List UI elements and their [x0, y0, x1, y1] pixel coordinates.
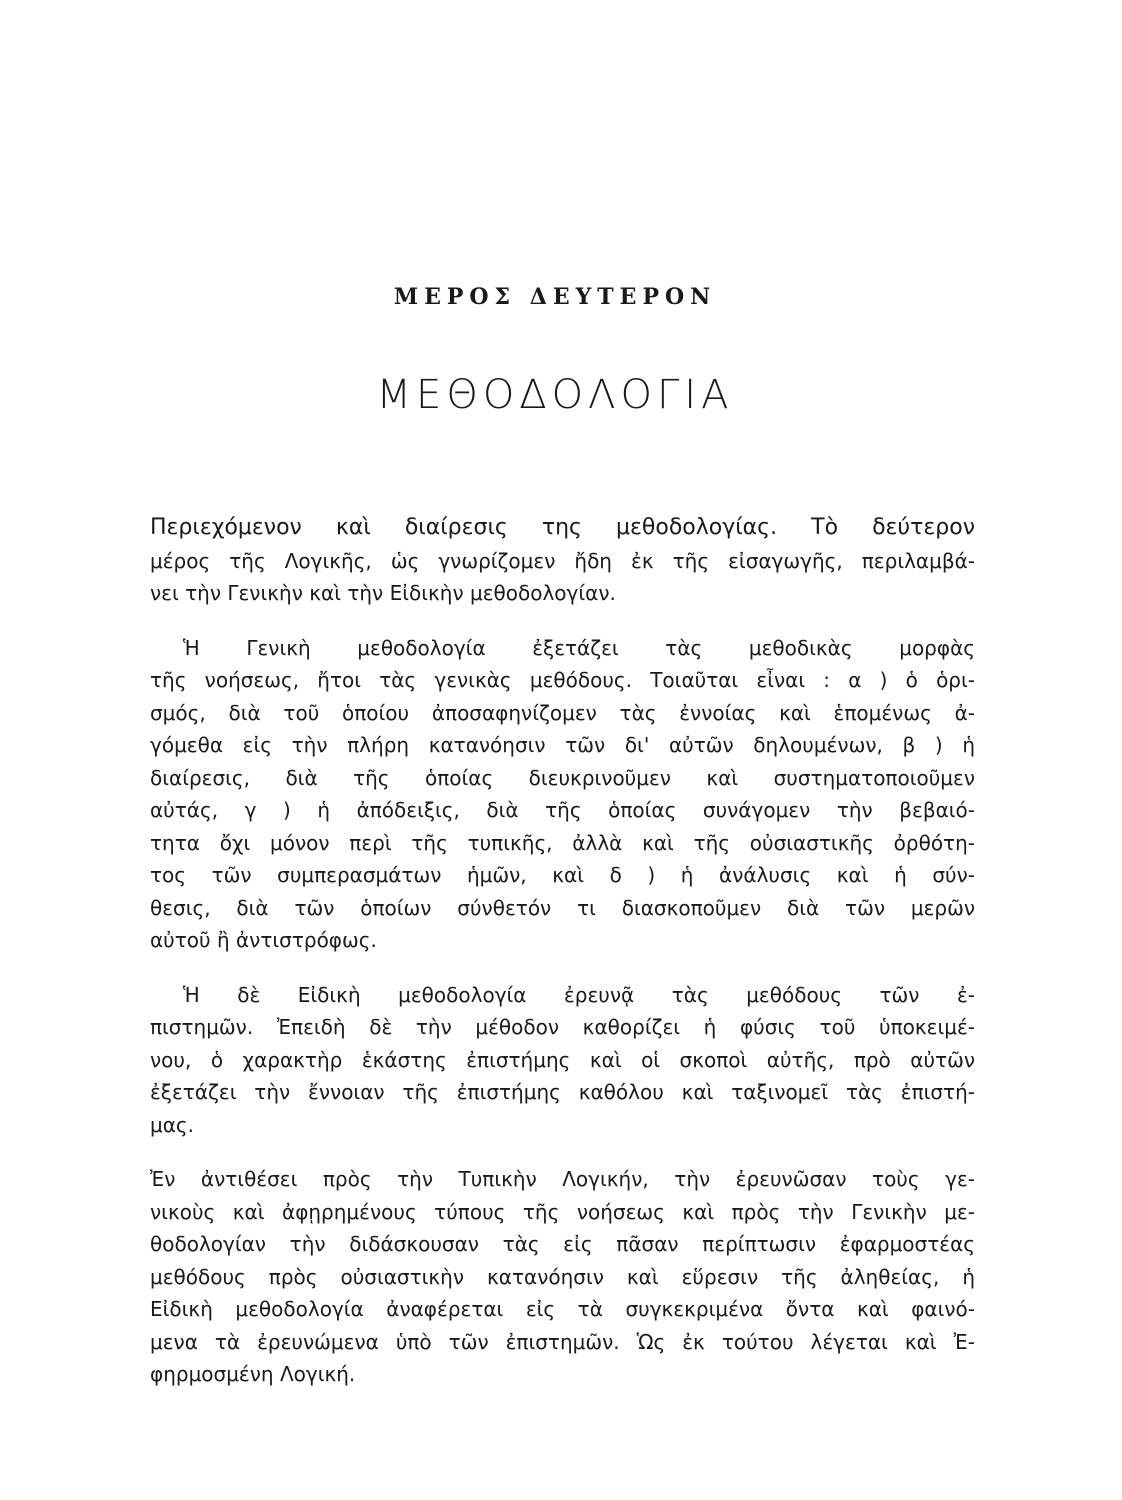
text-line: Ἐν ἀντιθέσει πρὸς τὴν Τυπικὴν Λογικήν, τὴν ἐρευνῶσαν τοὺς γε-: [150, 1167, 975, 1191]
text-line: μας.: [150, 1112, 195, 1137]
text-line: τος τῶν συμπερασμάτων ἡμῶν, καὶ δ ) ἡ ἀνάλυσις καὶ ἡ σύν-: [150, 863, 975, 887]
text-line: Εἰδικὴ μεθοδολογία ἀναφέρεται εἰς τὰ συγκεκριμένα ὄντα καὶ φαινό-: [150, 1297, 975, 1321]
text-line: φηρμοσμένη Λογική.: [150, 1362, 356, 1386]
paragraph: [150, 979, 975, 1142]
text-line: πιστημῶν. Ἐπειδὴ δὲ τὴν μέθοδον καθορίζει ἡ φύσις τοῦ ὑποκειμέ-: [150, 1015, 975, 1039]
part-heading: ΜΕΡΟΣ ΔΕΥΤΕΡΟΝ: [393, 284, 717, 310]
text-line: νικοὺς καὶ ἀφῃρημένους τύπους τῆς νοήσεως καὶ πρὸς τὴν Γενικὴν με-: [150, 1199, 975, 1224]
text-line: νει τὴν Γενικὴν καὶ τὴν Εἰδικὴν μεθοδολογίαν.: [150, 581, 616, 605]
text-line: ἐξετάζει τὴν ἔννοιαν τῆς ἐπιστήμης καθόλου καὶ ταξινομεῖ τὰς ἐπιστή-: [150, 1080, 975, 1104]
text-line: μεθόδους πρὸς οὐσιαστικὴν κατανόησιν καὶ εὕρεσιν τῆς ἀληθείας, ἡ: [150, 1264, 975, 1289]
page-title: ΜΕΘΟΔΟΛΟΓΙΑ: [376, 372, 734, 418]
text-line: μενα τὰ ἐρευνώμενα ὑπὸ τῶν ἐπιστημῶν. Ὡς ἐκ τούτου λέγεται καὶ Ἐ-: [150, 1329, 975, 1354]
text-line: τητα ὄχι μόνον περὶ τῆς τυπικῆς, ἀλλὰ καὶ τῆς οὐσιαστικῆς ὀρθότη-: [150, 830, 975, 855]
text-line: αὐτάς, γ ) ἡ ἀπόδειξις, διὰ τῆς ὁποίας συνάγομεν τὴν βεβαιό-: [150, 798, 975, 822]
paragraph: [150, 632, 975, 957]
text-line: σμός, διὰ τοῦ ὁποίου ἀποσαφηνίζομεν τὰς ἐννοίας καὶ ἑπομένως ἀ-: [150, 700, 975, 725]
text-line: αὐτοῦ ἢ ἀντιστρόφως.: [150, 928, 377, 952]
text-line: θοδολογίαν τὴν διδάσκουσαν τὰς εἰς πᾶσαν περίπτωσιν ἐφαρμοστέας: [150, 1232, 975, 1256]
text-line: θεσις, διὰ τῶν ὁποίων σύνθετόν τι διασκοποῦμεν διὰ τῶν μερῶν: [150, 895, 975, 920]
text-line: διαίρεσις, διὰ τῆς ὁποίας διευκρινοῦμεν καὶ συστηματοποιοῦμεν: [150, 765, 975, 790]
text-line: γόμεθα εἰς τὴν πλήρη κατανόησιν τῶν δι' αὐτῶν δηλουμένων, β ) ἡ: [150, 733, 975, 757]
paragraph: [150, 1163, 975, 1391]
text-line: Ἡ Γενικὴ μεθοδολογία ἐξετάζει τὰς μεθοδικὰς μορφὰς: [183, 635, 975, 660]
paragraph: [150, 512, 975, 610]
text-line: τῆς νοήσεως, ἤτοι τὰς γενικὰς μεθόδους. Τοιαῦται εἶναι : α ) ὁ ὁρι-: [150, 668, 975, 692]
text-line: Περιεχόμενον καὶ διαίρεσις της μεθοδολογίας. Τὸ δεύτερον: [150, 515, 975, 540]
body-text: [150, 512, 975, 1413]
text-line: νου, ὁ χαρακτὴρ ἑκάστης ἐπιστήμης καὶ οἱ σκοποὶ αὐτῆς, πρὸ αὐτῶν: [150, 1047, 975, 1072]
text-line: μέρος τῆς Λογικῆς, ὡς γνωρίζομεν ἤδη ἐκ τῆς εἰσαγωγῆς, περιλαμβά-: [150, 548, 975, 573]
text-line: Ἡ δὲ Εἰδικὴ μεθοδολογία ἐρευνᾷ τὰς μεθόδους τῶν ἐ-: [183, 982, 975, 1007]
